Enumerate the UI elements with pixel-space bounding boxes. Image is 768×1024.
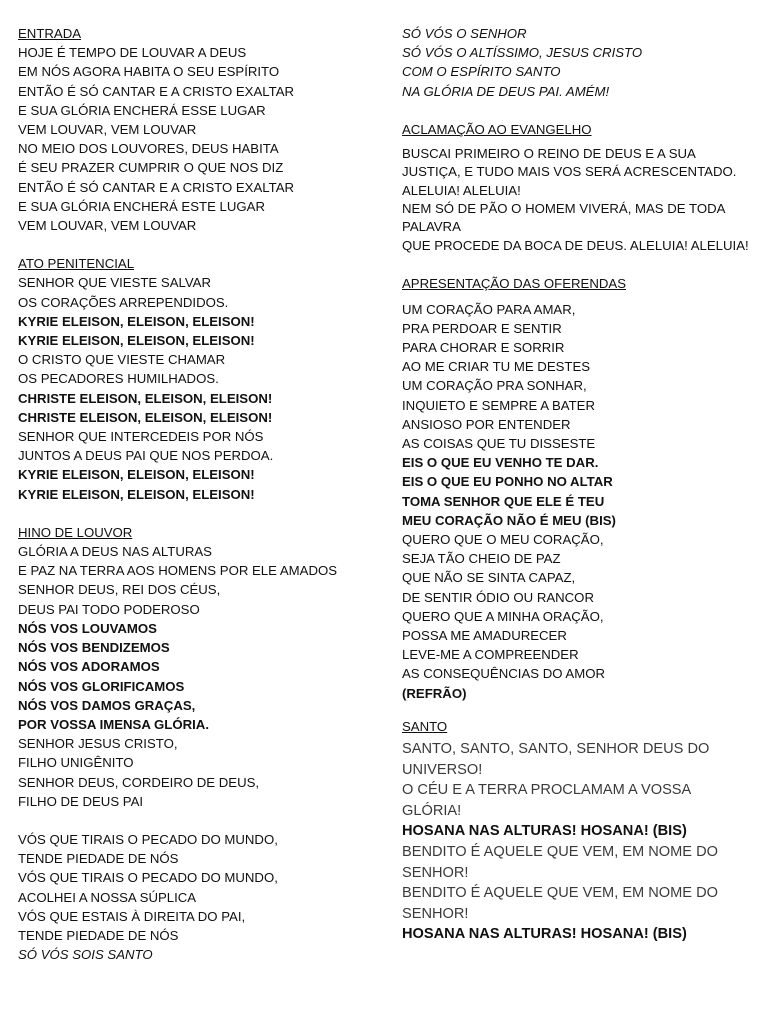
left-column: [18, 24, 378, 964]
lyric-line: É SEU PRAZER CUMPRIR O QUE NOS DIZ: [18, 160, 284, 176]
lyric-line: HOSANA NAS ALTURAS! HOSANA! (BIS): [402, 926, 687, 943]
lyric-line: MEU CORAÇÃO NÃO É MEU (BIS): [402, 512, 616, 528]
lyric-line: NÓS VOS BENDIZEMOS: [18, 640, 170, 656]
lyric-line: SENHOR DEUS, REI DOS CÉUS,: [18, 582, 221, 598]
lyric-line: VÓS QUE ESTAIS À DIREITA DO PAI,: [18, 908, 246, 924]
lyric-line: SANTO, SANTO, SANTO, SENHOR DEUS DO UNIVERSO!: [402, 741, 710, 778]
lyric-line: O CÉU E A TERRA PROCLAMAM A VOSSA GLÓRIA!: [402, 782, 691, 819]
lyric-line: ANSIOSO POR ENTENDER: [402, 416, 571, 432]
section-hino-de-louvor: [18, 523, 378, 964]
lyric-line: EM NÓS AGORA HABITA O SEU ESPÍRITO: [18, 64, 280, 80]
section-santo: [402, 717, 752, 945]
lyric-line: NÓS VOS GLORIFICAMOS: [18, 678, 185, 694]
lyric-line: HOJE É TEMPO DE LOUVAR A DEUS: [18, 45, 247, 61]
section-title: HINO DE LOUVOR: [18, 524, 133, 540]
lyric-line: E SUA GLÓRIA ENCHERÁ ESTE LUGAR: [18, 198, 265, 214]
lyric-line: ACOLHEI A NOSSA SÚPLICA: [18, 889, 197, 905]
lyric-line: NA GLÓRIA DE DEUS PAI. AMÉM!: [402, 83, 610, 99]
lyric-line: SÓ VÓS SOIS SANTO: [18, 947, 153, 963]
lyric-line: UM CORAÇÃO PARA AMAR,: [402, 301, 576, 317]
right-column: [402, 24, 752, 945]
lyric-line: KYRIE ELEISON, ELEISON, ELEISON!: [18, 333, 255, 349]
section-title: SANTO: [402, 718, 448, 734]
lyric-line: FILHO DE DEUS PAI: [18, 793, 144, 809]
lyric-line: NÓS VOS LOUVAMOS: [18, 620, 157, 636]
lyric-line: QUERO QUE A MINHA ORAÇÃO,: [402, 608, 604, 624]
lyric-line: VÓS QUE TIRAIS O PECADO DO MUNDO,: [18, 870, 278, 886]
section-ato-penitencial: [18, 254, 378, 504]
lyric-line: NO MEIO DOS LOUVORES, DEUS HABITA: [18, 141, 279, 157]
lyric-line: SEJA TÃO CHEIO DE PAZ: [402, 551, 561, 567]
lyric-line: TENDE PIEDADE DE NÓS: [18, 851, 179, 867]
lyric-line: POR VOSSA IMENSA GLÓRIA.: [18, 716, 209, 732]
lyric-line: AO ME CRIAR TU ME DESTES: [402, 359, 591, 375]
lyric-line: E PAZ NA TERRA AOS HOMENS POR ELE AMADOS: [18, 563, 338, 579]
lyric-line: NÓS VOS DAMOS GRAÇAS,: [18, 697, 196, 713]
section-title: ACLAMAÇÃO AO EVANGELHO: [402, 121, 592, 137]
lyric-line: JUNTOS A DEUS PAI QUE NOS PERDOA.: [18, 448, 274, 464]
lyric-line: SENHOR QUE INTERCEDEIS POR NÓS: [18, 429, 264, 445]
section-title: APRESENTAÇÃO DAS OFERENDAS: [402, 276, 626, 292]
lyric-line: PRA PERDOAR E SENTIR: [402, 320, 562, 336]
lyric-line: INQUIETO E SEMPRE A BATER: [402, 397, 595, 413]
lyric-line: DEUS PAI TODO PODEROSO: [18, 601, 200, 617]
lyric-line: OS CORAÇÕES ARREPENDIDOS.: [18, 294, 229, 310]
lyric-line: NEM SÓ DE PÃO O HOMEM VIVERÁ, MAS DE TODA PALAVRA: [402, 201, 725, 235]
lyric-line: TENDE PIEDADE DE NÓS: [18, 927, 179, 943]
lyric-line: LEVE-ME A COMPREENDER: [402, 647, 579, 663]
lyric-line: E SUA GLÓRIA ENCHERÁ ESSE LUGAR: [18, 102, 266, 118]
lyric-line: O CRISTO QUE VIESTE CHAMAR: [18, 352, 226, 368]
lyric-line: PARA CHORAR E SORRIR: [402, 340, 565, 356]
section-title: ATO PENITENCIAL: [18, 256, 135, 272]
lyric-line: ENTÃO É SÓ CANTAR E A CRISTO EXALTAR: [18, 179, 295, 195]
lyric-line: NÓS VOS ADORAMOS: [18, 659, 160, 675]
lyric-line: DE SENTIR ÓDIO OU RANCOR: [402, 589, 594, 605]
lyric-line: ALELUIA! ALELUIA!: [402, 183, 521, 199]
lyric-line: SÓ VÓS O ALTÍSSIMO, JESUS CRISTO: [402, 45, 643, 61]
lyric-line: ENTÃO É SÓ CANTAR E A CRISTO EXALTAR: [18, 83, 295, 99]
lyric-line: QUERO QUE O MEU CORAÇÃO,: [402, 532, 604, 548]
lyric-line: TOMA SENHOR QUE ELE É TEU: [402, 493, 605, 509]
section-gloria-continuation: [402, 24, 752, 101]
lyric-line: FILHO UNIGÊNITO: [18, 755, 134, 771]
lyric-line: HOSANA NAS ALTURAS! HOSANA! (BIS): [402, 823, 687, 840]
lyric-line: BENDITO É AQUELE QUE VEM, EM NOME DO SENHOR!: [402, 885, 718, 922]
lyric-line: QUE NÃO SE SINTA CAPAZ,: [402, 570, 576, 586]
lyric-line: OS PECADORES HUMILHADOS.: [18, 371, 219, 387]
lyric-line: AS COISAS QUE TU DISSESTE: [402, 436, 596, 452]
lyric-line: KYRIE ELEISON, ELEISON, ELEISON!: [18, 313, 255, 329]
lyric-line: KYRIE ELEISON, ELEISON, ELEISON!: [18, 467, 255, 483]
lyric-line: SENHOR JESUS CRISTO,: [18, 736, 178, 752]
lyric-line: SÓ VÓS O SENHOR: [402, 26, 527, 41]
section-entrada: [18, 24, 378, 235]
section-aclamacao: [402, 120, 752, 256]
lyric-line: QUE PROCEDE DA BOCA DE DEUS. ALELUIA! ALELUIA!: [402, 238, 749, 254]
lyric-line: GLÓRIA A DEUS NAS ALTURAS: [18, 544, 212, 560]
section-title: ENTRADA: [18, 26, 82, 41]
lyric-line: SENHOR DEUS, CORDEIRO DE DEUS,: [18, 774, 260, 790]
lyric-line: VEM LOUVAR, VEM LOUVAR: [18, 122, 197, 138]
lyric-line: EIS O QUE EU VENHO TE DAR.: [402, 455, 599, 471]
lyric-line: BENDITO É AQUELE QUE VEM, EM NOME DO SENHOR!: [402, 844, 718, 881]
lyric-line: COM O ESPÍRITO SANTO: [402, 64, 561, 80]
lyric-line: UM CORAÇÃO PRA SONHAR,: [402, 378, 587, 394]
lyric-line: EIS O QUE EU PONHO NO ALTAR: [402, 474, 613, 490]
lyric-line: CHRISTE ELEISON, ELEISON, ELEISON!: [18, 409, 273, 425]
section-oferendas: [402, 274, 752, 702]
lyric-line: KYRIE ELEISON, ELEISON, ELEISON!: [18, 486, 255, 502]
lyric-line: VÓS QUE TIRAIS O PECADO DO MUNDO,: [18, 831, 278, 847]
lyric-line: VEM LOUVAR, VEM LOUVAR: [18, 218, 197, 234]
lyric-line: SENHOR QUE VIESTE SALVAR: [18, 275, 211, 291]
lyric-line: BUSCAI PRIMEIRO O REINO DE DEUS E A SUA JUSTIÇA, E TUDO MAIS VOS SERÁ ACRESCENTADO.: [402, 146, 737, 180]
lyric-line: AS CONSEQUÊNCIAS DO AMOR: [402, 666, 605, 682]
lyric-line: POSSA ME AMADURECER: [402, 628, 567, 644]
lyric-line: (REFRÃO): [402, 685, 467, 701]
lyric-line: CHRISTE ELEISON, ELEISON, ELEISON!: [18, 390, 273, 406]
